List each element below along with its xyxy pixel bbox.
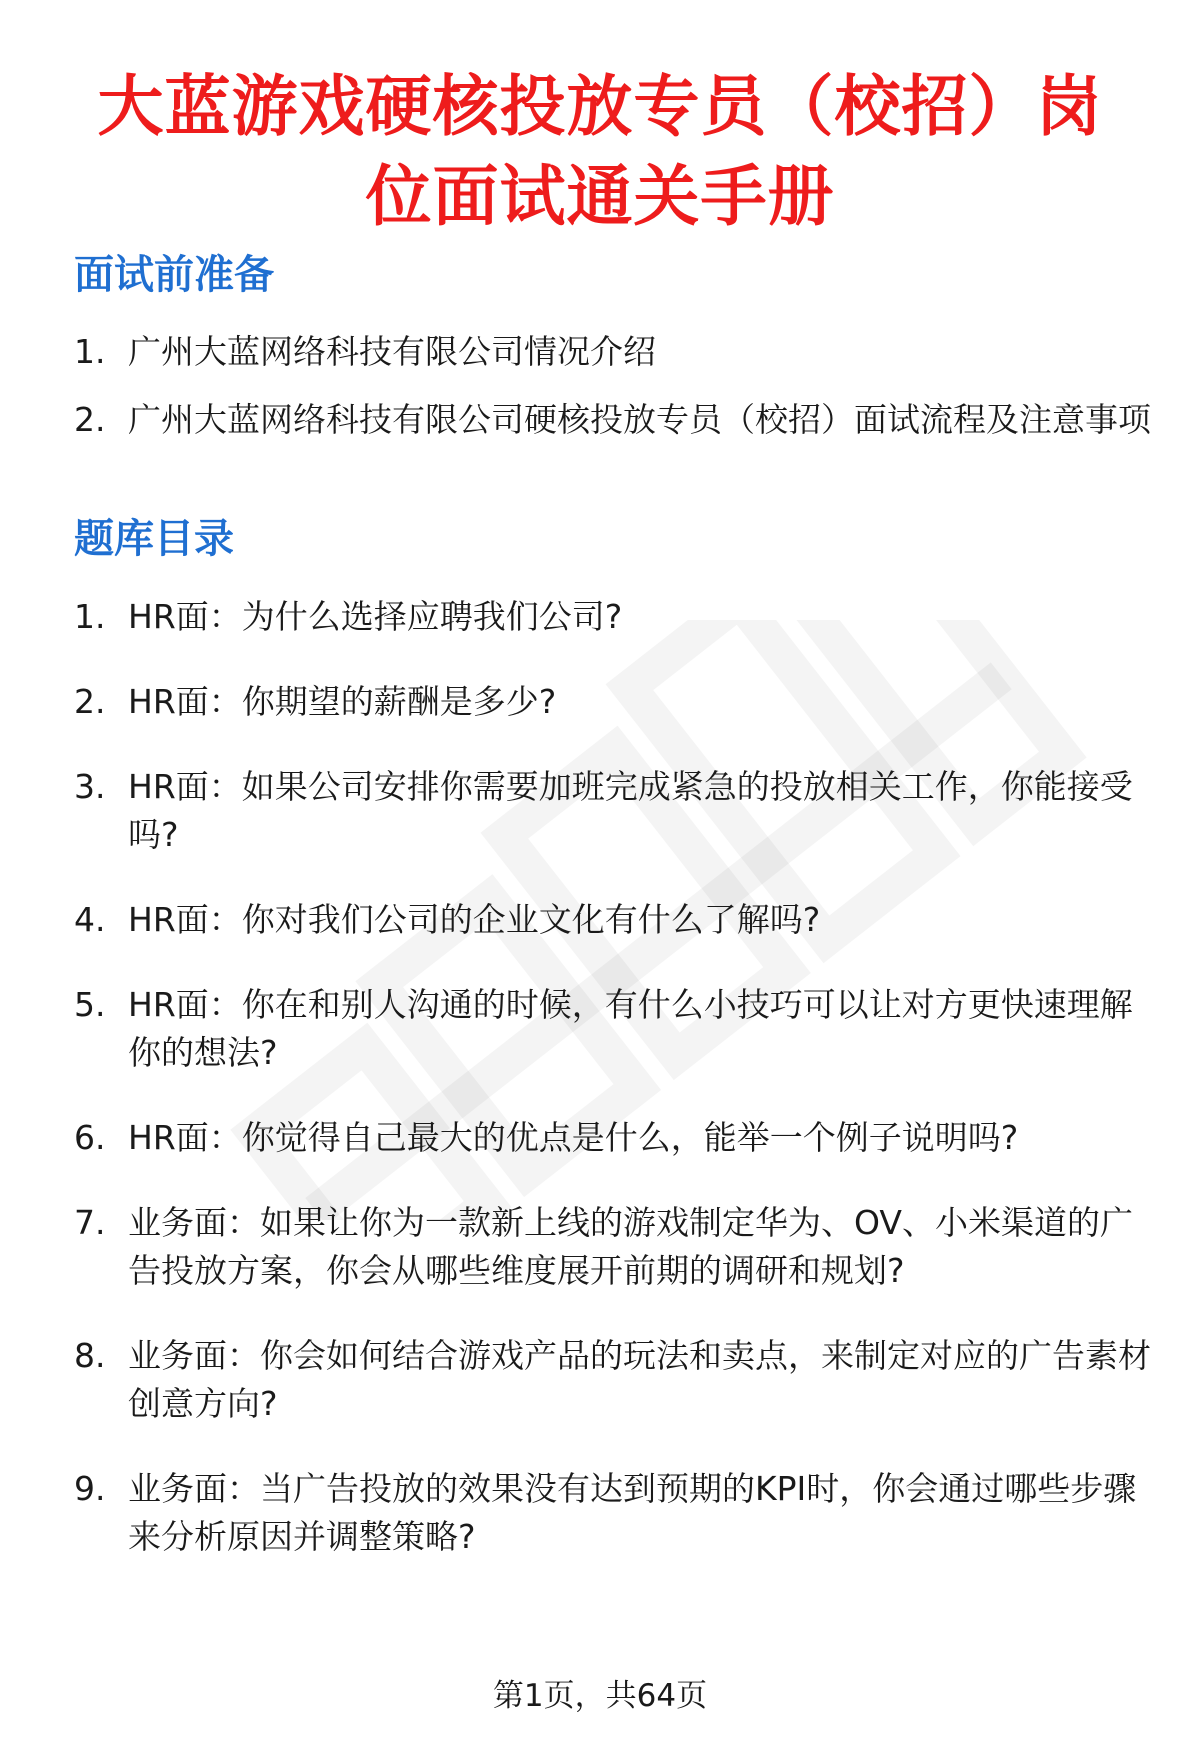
item-text: 业务面：如果让你为一款新上线的游戏制定华为、OV、小米渠道的广告投放方案，你会从哪些维度展开前期的调研和规划? [128, 1203, 1133, 1290]
item-number: 3. [74, 767, 106, 806]
list-item [74, 678, 1164, 726]
item-text: 广州大蓝网络科技有限公司情况介绍 [128, 332, 656, 371]
item-number: 1. [74, 597, 106, 636]
page-footer: 第1页，共64页 [492, 1678, 708, 1714]
title-line-2: 位面试通关手册 [365, 158, 835, 235]
item-text: 广州大蓝网络科技有限公司硬核投放专员（校招）面试流程及注意事项 [128, 400, 1151, 439]
list-item [74, 896, 1164, 944]
list-item [74, 763, 1164, 859]
document-title [60, 62, 1140, 242]
item-number: 9. [74, 1469, 106, 1508]
section-heading-toc: 题库目录 [74, 516, 234, 562]
item-text: HR面：你对我们公司的企业文化有什么了解吗? [128, 900, 821, 939]
item-number: 6. [74, 1118, 106, 1157]
item-text: HR面：你期望的薪酬是多少? [128, 682, 557, 721]
list-item [74, 1465, 1164, 1561]
list-item [74, 1199, 1164, 1295]
item-text: 业务面：你会如何结合游戏产品的玩法和卖点，来制定对应的广告素材创意方向? [128, 1336, 1151, 1423]
item-number: 5. [74, 985, 106, 1024]
item-text: HR面：为什么选择应聘我们公司? [128, 597, 623, 636]
item-number: 7. [74, 1203, 106, 1242]
item-number: 8. [74, 1336, 106, 1375]
item-text: HR面：你觉得自己最大的优点是什么，能举一个例子说明吗? [128, 1118, 1019, 1157]
item-number: 2. [74, 682, 106, 721]
title-line-1: 大蓝游戏硬核投放专员（校招）岗 [97, 68, 1103, 145]
list-item [74, 1332, 1164, 1428]
item-text: 业务面：当广告投放的效果没有达到预期的KPI时，你会通过哪些步骤来分析原因并调整策略? [128, 1469, 1137, 1556]
prep-list [74, 328, 1164, 464]
item-text: HR面：如果公司安排你需要加班完成紧急的投放相关工作，你能接受吗? [128, 767, 1133, 854]
toc-list [74, 593, 1164, 1598]
item-text: HR面：你在和别人沟通的时候，有什么小技巧可以让对方更快速理解你的想法? [128, 985, 1133, 1072]
section-heading-prep: 面试前准备 [74, 252, 274, 298]
list-item [74, 328, 1164, 376]
list-item [74, 396, 1164, 444]
list-item [74, 593, 1164, 641]
item-number: 1. [74, 332, 106, 371]
item-number: 2. [74, 400, 106, 439]
list-item [74, 981, 1164, 1077]
item-number: 4. [74, 900, 106, 939]
list-item [74, 1114, 1164, 1162]
